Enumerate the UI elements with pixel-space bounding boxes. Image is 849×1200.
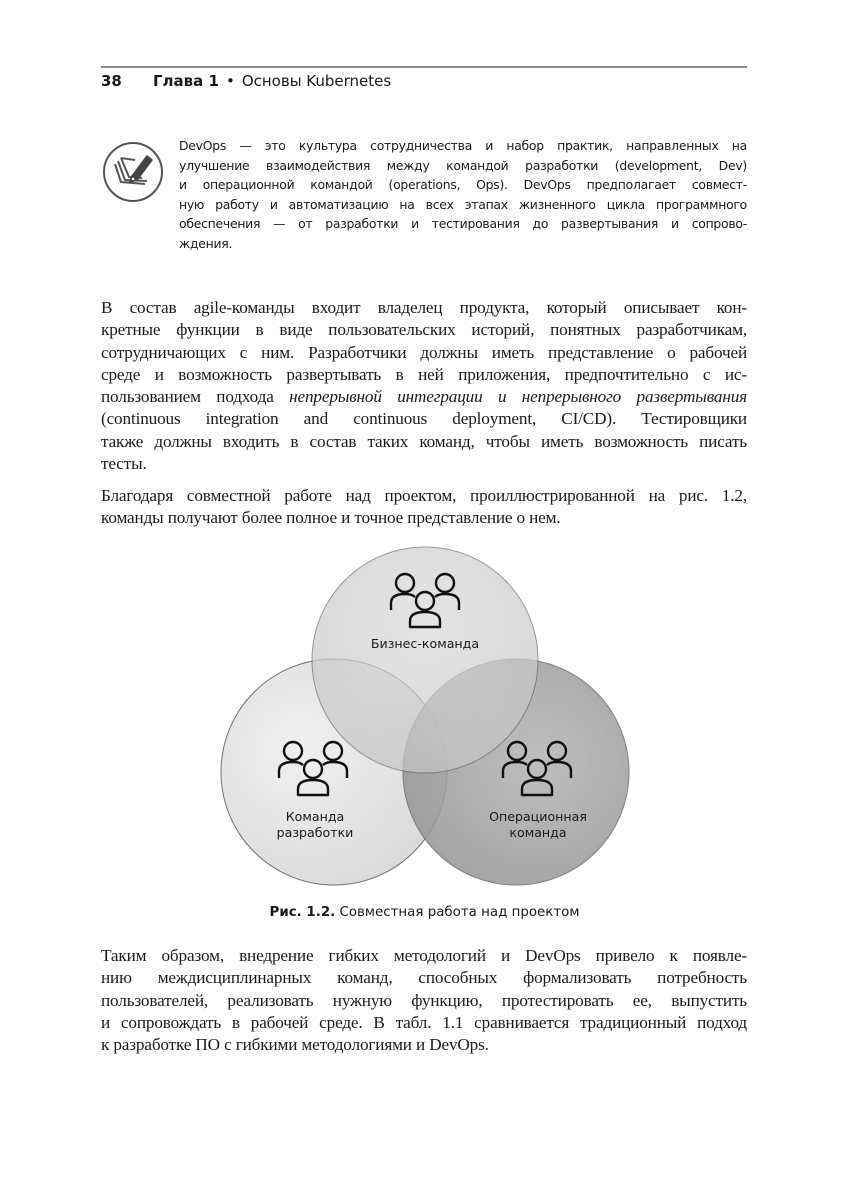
text-line: и сопровождать в рабочей среде. В табл. 1.1 сравнивается традиционный подход [101, 1012, 747, 1032]
note-pen-icon [101, 140, 165, 204]
text-line: нию междисциплинарных команд, способных формализовать потребность [101, 968, 747, 988]
running-head [101, 72, 391, 90]
note-line: улучшение взаимодействия между командой разработки (development, Dev) [179, 157, 747, 173]
text-line: среде и возможность развертывать в ней приложения, предпочтительно с ис- [101, 364, 747, 384]
venn-diagram [210, 545, 640, 890]
label-ops-team [468, 809, 608, 840]
text-line: кретные функции в виде пользовательских историй, понятных разработчикам, [101, 320, 747, 340]
text-line: к разработке ПО с гибкими методологиями и DevOps. [101, 1035, 489, 1055]
chapter-label: Глава 1 [153, 72, 219, 90]
label-dev-team [250, 809, 380, 840]
text-line: также должны входить в состав таких команд, чтобы иметь возможность писать [101, 431, 747, 451]
text-line: пользователей, реализовать нужную функцию, протестировать ее, выпустить [101, 990, 747, 1010]
label-line: Бизнес-команда [370, 636, 480, 651]
paragraph-agile-team [101, 297, 747, 475]
note-line: обеспечения — от разработки и тестирования до развертывания и сопрово- [179, 216, 747, 231]
paragraph-conclusion [101, 945, 747, 1056]
header-rule [101, 66, 747, 68]
note-line: DevOps — это культура сотрудничества и набор практик, направленных на [179, 138, 747, 153]
label-line: Команда [285, 809, 345, 824]
text-fragment: пользованием подхода [101, 387, 290, 407]
label-business-team [350, 636, 500, 652]
note-line: ждения. [179, 235, 233, 251]
figure-caption [0, 905, 849, 920]
text-line: сотрудничающих с ним. Разработчики должны иметь представление о рабочей [101, 342, 747, 362]
note-line: ную работу и автоматизацию на всех этапах жизненного цикла программного [179, 196, 747, 212]
caption-text: Совместная работа над проектом [335, 905, 580, 920]
label-line: разработки [276, 824, 354, 840]
caption-number: Рис. 1.2. [269, 905, 336, 920]
chapter-title: Основы Kubernetes [241, 72, 392, 90]
text-line: В состав agile-команды входит владелец продукта, который описывает кон- [101, 298, 747, 317]
text-line: Благодаря совместной работе над проектом, проиллюстрированной на рис. 1.2, [101, 486, 747, 505]
header-separator: • [225, 72, 235, 90]
italic-term: непрерывной интеграции и непрерывного развертывания [289, 387, 747, 407]
text-line: Таким образом, внедрение гибких методологий и DevOps привело к появле- [101, 946, 747, 965]
text-line: команды получают более полное и точное представление о нем. [101, 508, 561, 528]
page-number: 38 [101, 72, 122, 90]
note-text [179, 136, 747, 253]
circle-business [312, 547, 538, 773]
text-line: (continuous integration and continuous deployment, CI/CD). Тестировщики [101, 409, 747, 429]
label-line: команда [509, 824, 567, 840]
text-line [101, 386, 747, 408]
text-line: тесты. [101, 454, 147, 474]
label-line: Операционная [489, 809, 587, 824]
note-line: и операционной командой (operations, Ops). DevOps предполагает совмест- [179, 177, 747, 192]
paragraph-figure-intro [101, 485, 747, 530]
